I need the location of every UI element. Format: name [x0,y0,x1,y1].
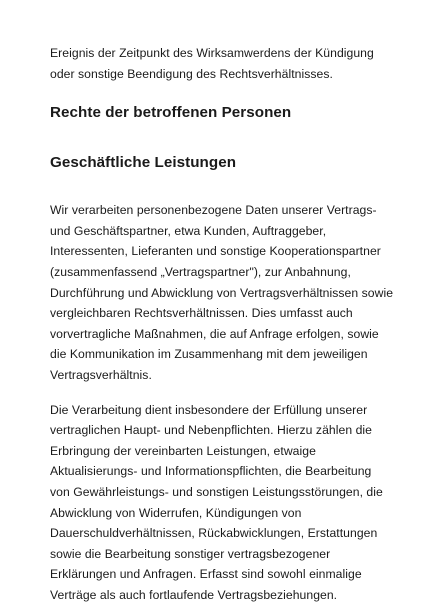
paragraph-line: Abwicklung von Widerrufen, Kündigungen von [50,505,302,520]
paragraph-line: die Kommunikation im Zusammenhang mit dem jeweiligen [50,347,368,362]
paragraph-line: (zusammenfassend „Vertragspartner"), zur Anbahnung, [50,264,351,279]
section-heading-business: Geschäftliche Leistungen [50,154,237,172]
paragraph-line: vergleichbaren Rechtsverhältnissen. Dies umfasst auch [50,306,353,321]
business-paragraph-2 [50,400,395,605]
paragraph-line: Vertragsverhältnis. [50,367,152,382]
paragraph-line: Aktualisierungs- und Informationspflichten, die Bearbeitung [50,464,372,479]
business-paragraph-1 [50,200,395,385]
section-heading-rights: Rechte der betroffenen Personen [50,104,292,122]
paragraph-line: Erbringung der vereinbarten Leistungen, etwaige [50,443,316,458]
paragraph-line: Durchführung und Abwicklung von Vertragsverhältnissen sowie [50,285,394,300]
paragraph-line: sowie die Bearbeitung sonstiger vertragsbezogener [50,546,331,561]
document-page [50,43,395,605]
intro-line: Ereignis der Zeitpunkt des Wirksamwerdens der Kündigung [50,46,374,60]
paragraph-line: Erklärungen und Anfragen. Erfasst sind sowohl einmalige [50,567,362,582]
paragraph-line: von Gewährleistungs- und sonstigen Leistungsstörungen, die [50,484,383,499]
paragraph-line: Interessenten, Lieferanten und sonstige Kooperationspartner [50,244,381,259]
paragraph-line: Wir verarbeiten personenbezogene Daten unserer Vertrags- [50,203,377,218]
intro-paragraph [50,43,395,84]
paragraph-line: Die Verarbeitung dient insbesondere der Erfüllung unserer [50,402,368,417]
paragraph-line: und Geschäftspartner, etwa Kunden, Auftraggeber, [50,223,327,238]
paragraph-line: vorvertragliche Maßnahmen, die auf Anfrage erfolgen, sowie [50,326,379,341]
intro-line: oder sonstige Beendigung des Rechtsverhältnisses. [50,66,333,81]
paragraph-line: vertraglichen Haupt- und Nebenpflichten. Hierzu zählen die [50,423,372,438]
paragraph-line: Verträge als auch fortlaufende Vertragsbeziehungen. [50,587,338,602]
paragraph-line: Dauerschuldverhältnissen, Rückabwicklungen, Erstattungen [50,526,378,541]
